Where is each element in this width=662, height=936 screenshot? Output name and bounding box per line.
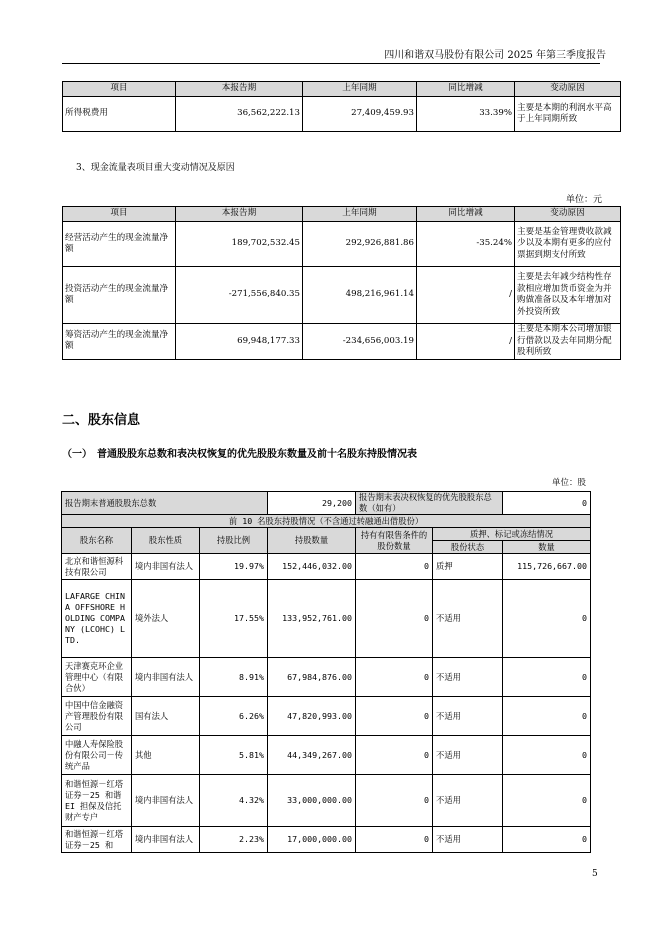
ratio-cell: 5.81% bbox=[200, 736, 268, 775]
table-header-row bbox=[63, 207, 621, 222]
totals-row bbox=[62, 492, 591, 515]
qty-cell: 0 bbox=[503, 658, 591, 697]
subsection-title: （一） 普通股股东总数和表决权恢复的优先股股东数量及前十名股东持股情况表 bbox=[62, 449, 417, 460]
col-header: 持股数量 bbox=[268, 528, 356, 554]
ratio-cell: 8.91% bbox=[200, 658, 268, 697]
status-cell: 不适用 bbox=[433, 580, 503, 658]
table-header-row bbox=[62, 528, 591, 541]
col-header: 持有有限售条件的股份数量 bbox=[356, 528, 433, 554]
col-header: 同比增减 bbox=[417, 207, 515, 222]
page-number: 5 bbox=[592, 869, 598, 879]
restricted-cell: 0 bbox=[356, 736, 433, 775]
qty-cell: 0 bbox=[503, 580, 591, 658]
name-cell: LAFARGE CHINA OFFSHORE HOLDING COMPANY (LCOHC) LTD. bbox=[62, 580, 132, 658]
name-cell: 天津赛克环企业管理中心（有限合伙） bbox=[62, 658, 132, 697]
reason-cell: 主要是去年减少结构性存款相应增加货币资金为并购做准备以及本年增加对外投资所致 bbox=[515, 267, 621, 324]
header-rule bbox=[62, 63, 600, 64]
col-header: 本报告期 bbox=[176, 207, 303, 222]
col-header: 变动原因 bbox=[515, 207, 621, 222]
table-row bbox=[63, 222, 621, 267]
status-cell: 不适用 bbox=[433, 658, 503, 697]
table-row bbox=[63, 324, 621, 360]
col-header: 持股比例 bbox=[200, 528, 268, 554]
prior-cell: 292,926,881.86 bbox=[303, 222, 417, 267]
nature-cell: 国有法人 bbox=[132, 697, 200, 736]
name-cell: 和谐恒源－红塔证券－25 和 bbox=[62, 827, 132, 853]
status-cell: 不适用 bbox=[433, 736, 503, 775]
current-cell: 36,562,222.13 bbox=[176, 97, 303, 132]
col-header: 质押、标记或冻结情况 bbox=[433, 528, 591, 541]
item-cell: 经营活动产生的现金流量净额 bbox=[63, 222, 176, 267]
reason-cell: 主要是本期本公司增加银行借款以及去年同期分配股利所致 bbox=[515, 324, 621, 360]
nature-cell: 境内非国有法人 bbox=[132, 827, 200, 853]
prior-cell: 27,409,459.93 bbox=[303, 97, 417, 132]
ratio-cell: 6.26% bbox=[200, 697, 268, 736]
restricted-cell: 0 bbox=[356, 775, 433, 827]
col-header: 上年同期 bbox=[303, 82, 417, 97]
report-header: 四川和谐双马股份有限公司 2025 年第三季度报告 bbox=[384, 50, 606, 61]
nature-cell: 其他 bbox=[132, 736, 200, 775]
col-header: 股东名称 bbox=[62, 528, 132, 554]
total-label: 报告期末普通股股东总数 bbox=[62, 492, 268, 515]
table-row bbox=[62, 736, 591, 775]
status-cell: 不适用 bbox=[433, 827, 503, 853]
caption-row bbox=[62, 515, 591, 528]
shares-cell: 44,349,267.00 bbox=[268, 736, 356, 775]
shares-cell: 67,984,876.00 bbox=[268, 658, 356, 697]
ratio-cell: 2.23% bbox=[200, 827, 268, 853]
shares-cell: 33,000,000.00 bbox=[268, 775, 356, 827]
restricted-cell: 0 bbox=[356, 697, 433, 736]
section-title: 二、股东信息 bbox=[62, 413, 141, 428]
col-header: 数量 bbox=[503, 541, 591, 554]
qty-cell: 0 bbox=[503, 827, 591, 853]
nature-cell: 境内非国有法人 bbox=[132, 775, 200, 827]
table-header-row bbox=[63, 82, 621, 97]
restricted-cell: 0 bbox=[356, 554, 433, 580]
table-row bbox=[62, 697, 591, 736]
col-header: 股份状态 bbox=[433, 541, 503, 554]
table-row bbox=[62, 580, 591, 658]
col-header: 项目 bbox=[63, 207, 176, 222]
pref-value: 0 bbox=[503, 492, 591, 515]
status-cell: 质押 bbox=[433, 554, 503, 580]
shares-cell: 133,952,761.00 bbox=[268, 580, 356, 658]
restricted-cell: 0 bbox=[356, 827, 433, 853]
current-cell: 69,948,177.33 bbox=[176, 324, 303, 360]
name-cell: 北京和谐恒源科技有限公司 bbox=[62, 554, 132, 580]
shareholders-table bbox=[61, 491, 591, 853]
qty-cell: 0 bbox=[503, 697, 591, 736]
name-cell: 中融人寿保险股份有限公司－传统产品 bbox=[62, 736, 132, 775]
shares-cell: 152,446,032.00 bbox=[268, 554, 356, 580]
prior-cell: 498,216,961.14 bbox=[303, 267, 417, 324]
ratio-cell: 17.55% bbox=[200, 580, 268, 658]
change-cell: / bbox=[417, 324, 515, 360]
table-row bbox=[62, 554, 591, 580]
item-cell: 投资活动产生的现金流量净额 bbox=[63, 267, 176, 324]
pref-label: 报告期末表决权恢复的优先股股东总数（如有） bbox=[356, 492, 503, 515]
nature-cell: 境外法人 bbox=[132, 580, 200, 658]
ratio-cell: 19.97% bbox=[200, 554, 268, 580]
shares-cell: 17,000,000.00 bbox=[268, 827, 356, 853]
table-row bbox=[62, 827, 591, 853]
nature-cell: 境内非国有法人 bbox=[132, 658, 200, 697]
cashflow-table bbox=[62, 206, 621, 360]
unit-label: 单位：股 bbox=[552, 478, 587, 488]
col-header: 股东性质 bbox=[132, 528, 200, 554]
table-row bbox=[63, 267, 621, 324]
status-cell: 不适用 bbox=[433, 697, 503, 736]
col-header: 变动原因 bbox=[515, 82, 621, 97]
name-cell: 和谐恒源－红塔证券－25 和谐EI 担保及信托财产专户 bbox=[62, 775, 132, 827]
col-header: 同比增减 bbox=[417, 82, 515, 97]
col-header: 上年同期 bbox=[303, 207, 417, 222]
table-row bbox=[63, 97, 621, 132]
shares-cell: 47,820,993.00 bbox=[268, 697, 356, 736]
restricted-cell: 0 bbox=[356, 580, 433, 658]
unit-label: 单位：元 bbox=[566, 195, 603, 205]
qty-cell: 0 bbox=[503, 736, 591, 775]
income-tax-table bbox=[62, 81, 621, 132]
table-row bbox=[62, 775, 591, 827]
current-cell: -271,556,840.35 bbox=[176, 267, 303, 324]
reason-cell: 主要是基金管理费收款减少以及本期有更多的应付票据到期支付所致 bbox=[515, 222, 621, 267]
change-cell: / bbox=[417, 267, 515, 324]
total-value: 29,200 bbox=[268, 492, 356, 515]
reason-cell: 主要是本期的利润水平高于上年同期所致 bbox=[515, 97, 621, 132]
qty-cell: 115,726,667.00 bbox=[503, 554, 591, 580]
ratio-cell: 4.32% bbox=[200, 775, 268, 827]
change-cell: -35.24% bbox=[417, 222, 515, 267]
col-header: 本报告期 bbox=[176, 82, 303, 97]
current-cell: 189,702,532.45 bbox=[176, 222, 303, 267]
change-cell: 33.39% bbox=[417, 97, 515, 132]
table-row bbox=[62, 658, 591, 697]
status-cell: 不适用 bbox=[433, 775, 503, 827]
name-cell: 中国中信金融资产管理股份有限公司 bbox=[62, 697, 132, 736]
item-cell: 筹资活动产生的现金流量净额 bbox=[63, 324, 176, 360]
restricted-cell: 0 bbox=[356, 658, 433, 697]
prior-cell: -234,656,003.19 bbox=[303, 324, 417, 360]
item-cell: 所得税费用 bbox=[63, 97, 176, 132]
nature-cell: 境内非国有法人 bbox=[132, 554, 200, 580]
qty-cell: 0 bbox=[503, 775, 591, 827]
col-header: 项目 bbox=[63, 82, 176, 97]
cashflow-section-title: 3、现金流量表项目重大变动情况及原因 bbox=[76, 163, 235, 173]
table-caption: 前 10 名股东持股情况（不含通过转融通出借股份） bbox=[62, 515, 591, 528]
